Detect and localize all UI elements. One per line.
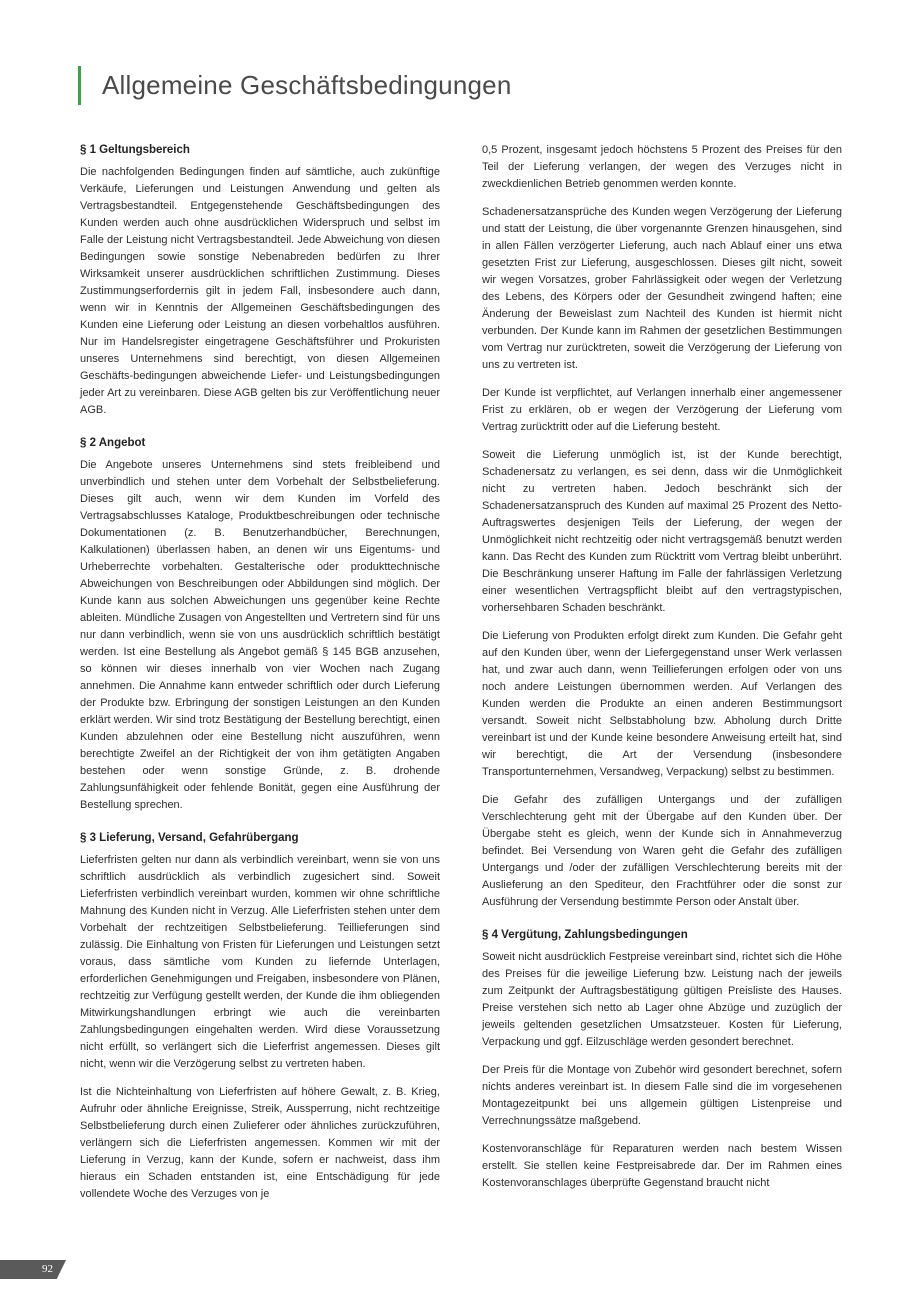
section-heading-1: § 1 Geltungsbereich xyxy=(80,144,190,156)
title-accent-bar xyxy=(78,66,81,105)
page-title: Allgemeine Geschäftsbedingungen xyxy=(102,70,512,100)
paragraph: Kostenvoranschläge für Reparaturen werden nach bestem Wissen erstellt. Sie stellen keine Festpreisabrede dar. Der im Rahmen eines Kostenvoranschlages überprüfte Gegenstand braucht nicht xyxy=(482,1143,842,1189)
paragraph: Ist die Nichteinhaltung von Lieferfristen auf höhere Gewalt, z. B. Krieg, Aufruhr oder ähnliche Ereignisse, Streik, Aussperrung, nicht rechtzeitige Selbstbelieferung durch einen Zulieferer oder ähnliches zurückzuführen, verlängern sich die Lieferfristen angemessen. Kommen wir mit der Lieferung in Verzug, kann der Kunde, sofern er nachweist, dass ihm hieraus ein Schaden entstanden ist, eine Entschädigung für jede vollendete Woche des Verzuges von je xyxy=(80,1086,440,1200)
paragraph: Soweit die Lieferung unmöglich ist, ist der Kunde berechtigt, Schadenersatz zu verlangen, es sei denn, dass wir die Unmöglichkeit nicht zu vertreten haben. Jedoch beschränkt sich der Schadenersatzanspruch des Kunden auf maximal 25 Prozent des Netto-Auftragswertes desjenigen Teils der Lieferung, der wegen der Unmöglichkeit nicht rechtzeitig oder nicht vertragsgemäß benutzt werden kann. Das Recht des Kunden zum Rücktritt vom Vertrag bleibt unberührt. Die Beschränkung unserer Haftung im Falle der fahrlässigen Verletzung einer wesentlichen Vertragspflicht bleibt auf den vertragstypischen, vorhersehbaren Schaden beschränkt. xyxy=(482,449,842,614)
paragraph: Die Gefahr des zufälligen Untergangs und der zufälligen Verschlechterung geht mit der Übergabe auf den Kunden über. Der Übergabe steht es gleich, wenn der Kunde sich in Annahmeverzug befindet. Bei Versendung von Waren geht die Gefahr des zufälligen Untergangs und /oder der zufälligen Verschlechterung bereits mit der Auslieferung an den Spediteur, den Frachtführer oder die sonst zur Ausführung der Versendung bestimmte Person oder Anstalt über. xyxy=(482,794,842,908)
paragraph: Die nachfolgenden Bedingungen finden auf sämtliche, auch zukünftige Verkäufe, Lieferungen und Leistungen Anwendung und gelten als Vertragsbestandteil. Entgegenstehende Geschäftsbedingungen des Kunden werden auch ohne ausdrücklichen Widerspruch und selbst im Falle der Leistung nicht Vertragsbestandteil. Jede Abweichung von diesen Bedingungen sowie sonstige Nebenabreden bedürfen zu Ihrer Wirksamkeit unserer ausdrücklichen schriftlichen Zustimmung. Dieses Zustimmungserfordernis gilt in jedem Fall, insbesondere auch dann, wenn wir in Kenntnis der Allgemeinen Geschäftsbedingungen des Kunden eine Lieferung oder Leistung an diesen vorbehaltlos ausführen. Nur im Handelsregister eingetragene Geschäftsführer und Prokuristen unseres Unternehmens sind berechtigt, von diesen Allgemeinen Geschäfts-bedingungen abweichende Liefer- und Leistungsbedingungen jeder Art zu vereinbaren. Diese AGB gelten bis zur Veröffentlichung neuer AGB. xyxy=(80,166,440,416)
paragraph: 0,5 Prozent, insgesamt jedoch höchstens 5 Prozent des Preises für den Teil der Lieferung verlangen, der wegen des Verzuges nicht in zweckdienlichen Betrieb genommen werden konnte. xyxy=(482,144,842,190)
paragraph: Der Preis für die Montage von Zubehör wird gesondert berechnet, sofern nichts anderes vereinbart ist. In diesem Falle sind die im vorgesehenen Montagezeitpunkt bei uns allgemein gültigen Listenpreise und Verrechnungssätze maßgebend. xyxy=(482,1064,842,1127)
page-number-tab xyxy=(0,1260,66,1279)
page-number: 92 xyxy=(42,1263,53,1275)
section-heading-2: § 2 Angebot xyxy=(80,437,146,449)
section-heading-3: § 3 Lieferung, Versand, Gefahrübergang xyxy=(80,832,299,844)
paragraph: Die Lieferung von Produkten erfolgt direkt zum Kunden. Die Gefahr geht auf den Kunden über, wenn der Liefergegenstand unser Werk verlassen hat, und zwar auch dann, wenn Teillieferungen erfolgen oder von uns noch andere Leistungen übernommen werden. Auf Verlangen des Kunden werden die Produkte an einen anderen Bestimmungsort versandt. Soweit nicht Selbstabholung bzw. Abholung durch Dritte vereinbart ist und der Kunde keine besondere Anweisung erteilt hat, sind wir berechtigt, die Art der Versendung (insbesondere Transportunternehmen, Versandweg, Verpackung) selbst zu bestimmen. xyxy=(482,630,842,778)
paragraph: Der Kunde ist verpflichtet, auf Verlangen innerhalb einer angemessener Frist zu erklären, ob er wegen der Verzögerung der Lieferung vom Vertrag zurücktritt oder auf die Lieferung besteht. xyxy=(482,387,842,433)
paragraph: Die Angebote unseres Unternehmens sind stets freibleibend und unverbindlich und stehen unter dem Vorbehalt der Selbstbelieferung. Dieses gilt auch, wenn wir dem Kunden im Vorfeld des Vertragsabschlusses Kataloge, Produktbeschreibungen oder technische Dokumentationen (z. B. Benutzerhandbücher, Berechnungen, Kalkulationen) überlassen haben, an denen wir uns Eigentums- und Urheberrechte vorbehalten. Gestalterische oder produkttechnische Abweichungen von Beschreibungen oder Abbildungen sind möglich. Der Kunde kann aus solchen Abweichungen uns gegenüber keine Rechte ableiten. Mündliche Zusagen von Angestellten und Vertretern sind für uns nur dann verbindlich, wenn sie von uns ausdrücklich schriftlich bestätigt werden. Ist eine Bestellung als Angebot gemäß § 145 BGB anzusehen, so können wir dieses innerhalb von vier Wochen nach Zugang annehmen. Die Annahme kann entweder schriftlich oder durch Lieferung der Produkte bzw. Erbringung der sonstigen Leistungen an den Kunden erklärt werden. Wir sind trotz Bestätigung der Bestellung berechtigt, einen Kunden abzulehnen oder eine Bestellung nicht auszuführen, wenn berechtigte Zweifel an der Richtigkeit der von ihm getätigten Angaben bestehen oder wenn sonstige Gründe, z. B. drohende Zahlungsunfähigkeit oder fehlende Bonität, gegen eine Ausführung der Bestellung sprechen. xyxy=(80,459,440,811)
paragraph: Schadenersatzansprüche des Kunden wegen Verzögerung der Lieferung und statt der Leistung, die über vorgenannte Grenzen hinausgehen, sind in allen Fällen verzögerter Lieferung, auch nach Ablauf einer uns etwa gesetzten Frist zur Lieferung, ausgeschlossen. Dieses gilt nicht, soweit wir wegen Vorsatzes, grober Fahrlässigkeit oder wegen der Verletzung des Lebens, des Körpers oder der Gesundheit zwingend haften; eine Änderung der Beweislast zum Nachteil des Kunden ist hiermit nicht verbunden. Der Kunde kann im Rahmen der gesetzlichen Bestimmungen vom Vertrag nur zurücktreten, soweit die Verzögerung der Lieferung von uns zu vertreten ist. xyxy=(482,206,842,371)
right-column xyxy=(482,142,842,1203)
left-column xyxy=(80,142,440,1214)
paragraph: Lieferfristen gelten nur dann als verbindlich vereinbart, wenn sie von uns schriftlich ausdrücklich als verbindlich zugesichert sind. Soweit Lieferfristen verbindlich vereinbart wurden, kommen wir ohne schriftliche Mahnung des Kunden nicht in Verzug. Alle Lieferfristen stehen unter dem Vorbehalt der rechtzeitigen Selbstbelieferung. Teillieferungen sind zulässig. Die Einhaltung von Fristen für Lieferungen und Leistungen setzt voraus, dass sämtliche vom Kunden zu liefernde Unterlagen, erforderlichen Genehmigungen und Freigaben, insbesondere von Plänen, rechtzeitig zur Verfügung gestellt werden, der Kunde die ihm obliegenden Mitwirkungshandlungen erbringt wie auch die vereinbarten Zahlungsbedingungen eingehalten werden. Wird diese Voraussetzung nicht erfüllt, so verlängert sich die Lieferfrist angemessen. Dieses gilt nicht, wenn wir die Verzögerung selbst zu vertreten haben. xyxy=(80,854,440,1070)
section-heading-4: § 4 Vergütung, Zahlungsbedingungen xyxy=(482,929,688,941)
paragraph: Soweit nicht ausdrücklich Festpreise vereinbart sind, richtet sich die Höhe des Preises für die jeweilige Lieferung bzw. Leistung nach der jeweils zum Zeitpunkt der Auftragsbestätigung gültigen Preisliste des Hauses. Preise verstehen sich netto ab Lager ohne Abzüge und zuzüglich der jeweils geltenden gesetzlichen Umsatzsteuer. Kosten für Lieferung, Verpackung und ggf. Eilzuschläge werden gesondert berechnet. xyxy=(482,951,842,1048)
